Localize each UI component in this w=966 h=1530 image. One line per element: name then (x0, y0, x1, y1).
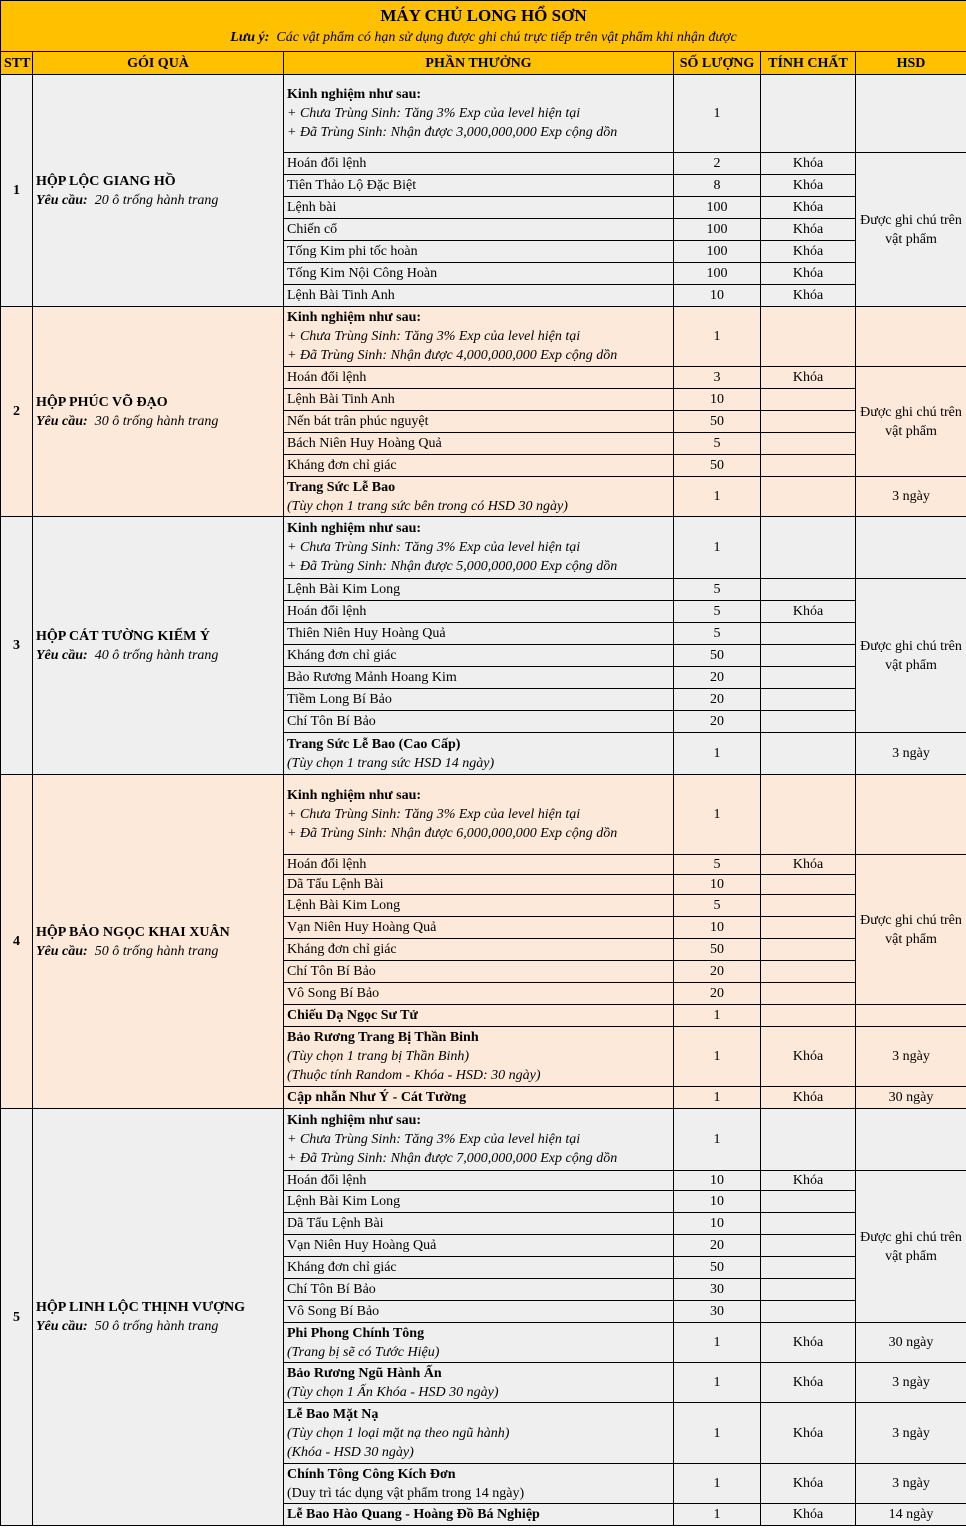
property-cell (761, 983, 856, 1005)
quantity-cell: 5 (674, 601, 761, 623)
property-cell: Khóa (761, 1087, 856, 1109)
quantity-cell: 1 (674, 1005, 761, 1027)
reward-cell (284, 689, 674, 711)
quantity-cell: 1 (674, 517, 761, 579)
reward-line: (Tùy chọn 1 trang sức bên trong có HSD 30 ngày) (287, 498, 568, 514)
requirement-text: 50 ô trống hành trang (94, 1319, 219, 1334)
reward-line: Hoán đổi lệnh (287, 604, 367, 619)
quantity-cell: 1 (674, 75, 761, 153)
reward-cell (284, 1213, 674, 1235)
reward-cell (284, 1191, 674, 1213)
quantity-cell: 3 (674, 367, 761, 389)
reward-cell (284, 961, 674, 983)
reward-cell (284, 1301, 674, 1323)
quantity-cell: 50 (674, 1257, 761, 1279)
header-reward: PHẦN THƯỞNG (284, 52, 674, 75)
property-cell: Khóa (761, 367, 856, 389)
reward-line: Vạn Niên Huy Hoàng Quả (287, 1238, 437, 1253)
reward-line: Chiếu Dạ Ngọc Sư Tử (287, 1008, 418, 1023)
quantity-cell: 1 (674, 477, 761, 517)
quantity-cell: 1 (674, 1363, 761, 1403)
quantity-cell: 1 (674, 1027, 761, 1087)
reward-line: Chính Tông Công Kích Đơn (287, 1466, 456, 1482)
expiry-cell: Được ghi chú trên vật phẩm (856, 855, 966, 1005)
quantity-cell: 5 (674, 579, 761, 601)
reward-line: Kinh nghiệm như sau: (287, 1113, 422, 1128)
quantity-cell: 100 (674, 263, 761, 285)
reward-cell (284, 197, 674, 219)
header-expiry: HSD (856, 52, 966, 75)
reward-line: Tiềm Long Bí Bảo (287, 692, 392, 707)
pack-requirement (36, 191, 280, 210)
reward-line: Kinh nghiệm như sau: (287, 521, 422, 536)
reward-line: + Chưa Trùng Sinh: Tăng 3% Exp của level hiện tại (287, 540, 581, 555)
quantity-cell: 20 (674, 961, 761, 983)
reward-line: (Tùy chọn 1 trang sức HSD 14 ngày) (287, 755, 495, 771)
expiry-cell: Được ghi chú trên vật phẩm (856, 153, 966, 307)
expiry-cell (856, 517, 966, 579)
expiry-cell: 3 ngày (856, 477, 966, 517)
reward-cell (284, 645, 674, 667)
reward-cell (284, 1005, 674, 1027)
reward-line: (Tùy chọn 1 trang bị Thần Binh) (287, 1049, 469, 1064)
reward-line: Lệnh Bài Kim Long (287, 582, 401, 597)
pack-requirement (36, 942, 280, 961)
reward-cell (284, 601, 674, 623)
note-text: Các vật phẩm có hạn sử dụng được ghi chú trực tiếp trên vật phẩm khi nhận được (276, 30, 737, 45)
reward-cell (284, 455, 674, 477)
quantity-cell: 1 (674, 1464, 761, 1504)
table-body (1, 75, 966, 1526)
property-cell: Khóa (761, 601, 856, 623)
reward-cell (284, 895, 674, 917)
property-cell (761, 1257, 856, 1279)
reward-line: Bảo Rương Mảnh Hoang Kim (287, 670, 457, 685)
expiry-cell: 3 ngày (856, 733, 966, 775)
reward-line: (Tùy chọn 1 Ấn Khóa - HSD 30 ngày) (287, 1384, 499, 1400)
pack-name: HỘP LINH LỘC THỊNH VƯỢNG (36, 1300, 245, 1315)
reward-line: Kháng đơn chỉ giác (287, 1260, 397, 1275)
reward-line: Kinh nghiệm như sau: (287, 87, 422, 102)
property-cell (761, 1109, 856, 1171)
reward-line: + Đã Trùng Sinh: Nhận được 4,000,000,000 Exp cộng dồn (287, 348, 618, 363)
page-title: MÁY CHỦ LONG HỔ SƠN (380, 6, 587, 25)
header-stt: STT (1, 52, 33, 75)
quantity-cell: 10 (674, 1171, 761, 1191)
quantity-cell: 1 (674, 1323, 761, 1363)
reward-line: Kháng đơn chỉ giác (287, 458, 397, 473)
property-cell (761, 1235, 856, 1257)
expiry-cell: 3 ngày (856, 1027, 966, 1087)
pack-stt: 1 (1, 75, 33, 307)
quantity-cell: 10 (674, 1191, 761, 1213)
property-cell: Khóa (761, 197, 856, 219)
quantity-cell: 10 (674, 285, 761, 307)
reward-cell (284, 711, 674, 733)
property-cell (761, 775, 856, 855)
property-cell: Khóa (761, 1323, 856, 1363)
reward-cell (284, 517, 674, 579)
pack-requirement (36, 412, 280, 431)
reward-line: + Chưa Trùng Sinh: Tăng 3% Exp của level hiện tại (287, 106, 581, 121)
quantity-cell: 1 (674, 733, 761, 775)
reward-row (1, 1109, 966, 1171)
reward-row (1, 307, 966, 367)
reward-cell (284, 175, 674, 197)
pack-cell (33, 75, 284, 307)
note-line (1, 28, 966, 48)
pack-name: HỘP LỘC GIANG HỒ (36, 173, 176, 189)
quantity-cell: 1 (674, 1504, 761, 1526)
reward-line: Dã Tẩu Lệnh Bài (287, 1216, 384, 1231)
reward-line: Hoán đổi lệnh (287, 370, 367, 385)
expiry-cell (856, 1109, 966, 1171)
property-cell (761, 917, 856, 939)
property-cell: Khóa (761, 175, 856, 197)
quantity-cell: 1 (674, 1109, 761, 1171)
quantity-cell: 30 (674, 1279, 761, 1301)
quantity-cell: 8 (674, 175, 761, 197)
reward-cell (284, 855, 674, 875)
property-cell (761, 433, 856, 455)
expiry-cell (856, 775, 966, 855)
reward-line: Lệnh Bài Kim Long (287, 1194, 401, 1209)
reward-cell (284, 1087, 674, 1109)
reward-line: Hoán đổi lệnh (287, 857, 367, 872)
property-cell: Khóa (761, 285, 856, 307)
expiry-cell (856, 307, 966, 367)
expiry-cell: 14 ngày (856, 1504, 966, 1526)
reward-cell (284, 263, 674, 285)
reward-line: Lệnh Bài Tinh Anh (287, 392, 395, 407)
reward-line: (Tùy chọn 1 loại mặt nạ theo ngũ hành) (287, 1425, 510, 1441)
pack-cell (33, 775, 284, 1109)
header-row (1, 52, 966, 75)
reward-cell (284, 1235, 674, 1257)
reward-line: Vô Song Bí Bảo (287, 1304, 380, 1319)
quantity-cell: 5 (674, 623, 761, 645)
quantity-cell: 100 (674, 197, 761, 219)
quantity-cell: 5 (674, 895, 761, 917)
reward-line: + Chưa Trùng Sinh: Tăng 3% Exp của level hiện tại (287, 807, 581, 822)
property-cell: Khóa (761, 1464, 856, 1504)
quantity-cell: 20 (674, 983, 761, 1005)
reward-cell (284, 219, 674, 241)
reward-cell (284, 917, 674, 939)
reward-cell (284, 733, 674, 775)
reward-line: Kinh nghiệm như sau: (287, 310, 422, 325)
reward-line: + Đã Trùng Sinh: Nhận được 3,000,000,000 Exp cộng dồn (287, 125, 618, 140)
quantity-cell: 10 (674, 875, 761, 895)
property-cell: Khóa (761, 855, 856, 875)
reward-line: (Khóa - HSD 30 ngày) (287, 1444, 414, 1460)
property-cell (761, 645, 856, 667)
reward-cell (284, 1504, 674, 1526)
reward-line: + Đã Trùng Sinh: Nhận được 7,000,000,000 Exp cộng dồn (287, 1151, 618, 1166)
expiry-cell: 3 ngày (856, 1403, 966, 1464)
reward-line: Thiên Niên Huy Hoàng Quả (287, 626, 446, 641)
reward-line: Kinh nghiệm như sau: (287, 788, 422, 803)
reward-line: Dã Tẩu Lệnh Bài (287, 877, 384, 892)
reward-cell (284, 1171, 674, 1191)
reward-cell (284, 775, 674, 855)
property-cell (761, 389, 856, 411)
reward-line: Vạn Niên Huy Hoàng Quả (287, 920, 437, 935)
quantity-cell: 1 (674, 775, 761, 855)
reward-line: + Chưa Trùng Sinh: Tăng 3% Exp của level hiện tại (287, 329, 581, 344)
quantity-cell: 20 (674, 667, 761, 689)
reward-line: Tống Kim phi tốc hoàn (287, 244, 418, 259)
reward-line: Hoán đổi lệnh (287, 1173, 367, 1188)
quantity-cell: 50 (674, 939, 761, 961)
quantity-cell: 50 (674, 455, 761, 477)
reward-cell (284, 1323, 674, 1363)
reward-cell (284, 433, 674, 455)
property-cell (761, 733, 856, 775)
reward-row (1, 75, 966, 153)
reward-cell (284, 579, 674, 601)
pack-name: HỘP PHÚC VÕ ĐẠO (36, 394, 168, 410)
title-banner (1, 1, 966, 52)
note-label: Lưu ý: (230, 30, 270, 45)
pack-name: HỘP BẢO NGỌC KHAI XUÂN (36, 924, 230, 940)
quantity-cell: 30 (674, 1301, 761, 1323)
property-cell (761, 517, 856, 579)
property-cell (761, 1191, 856, 1213)
requirement-label: Yêu cầu: (36, 647, 88, 663)
expiry-cell: 3 ngày (856, 1363, 966, 1403)
requirement-text: 40 ô trống hành trang (94, 647, 219, 663)
quantity-cell: 2 (674, 153, 761, 175)
property-cell (761, 411, 856, 433)
quantity-cell: 5 (674, 433, 761, 455)
reward-line: (Duy trì tác dụng vật phẩm trong 14 ngày) (287, 1485, 525, 1501)
quantity-cell: 10 (674, 1213, 761, 1235)
property-cell (761, 579, 856, 601)
property-cell: Khóa (761, 1027, 856, 1087)
reward-line: + Chưa Trùng Sinh: Tăng 3% Exp của level hiện tại (287, 1132, 581, 1147)
reward-line: Lệnh Bài Tinh Anh (287, 288, 395, 303)
reward-cell (284, 1027, 674, 1087)
expiry-cell: 3 ngày (856, 1464, 966, 1504)
expiry-cell: Được ghi chú trên vật phẩm (856, 579, 966, 733)
property-cell: Khóa (761, 1171, 856, 1191)
property-cell (761, 667, 856, 689)
property-cell: Khóa (761, 1504, 856, 1526)
reward-cell (284, 285, 674, 307)
property-cell (761, 1213, 856, 1235)
property-cell (761, 1005, 856, 1027)
reward-cell (284, 411, 674, 433)
reward-cell (284, 389, 674, 411)
property-cell (761, 477, 856, 517)
property-cell: Khóa (761, 241, 856, 263)
header-quantity: SỐ LƯỢNG (674, 52, 761, 75)
property-cell (761, 307, 856, 367)
property-cell (761, 961, 856, 983)
reward-cell (284, 153, 674, 175)
reward-line: Lễ Bao Mặt Nạ (287, 1406, 379, 1422)
requirement-text: 20 ô trống hành trang (94, 192, 219, 208)
reward-cell (284, 1403, 674, 1464)
quantity-cell: 10 (674, 917, 761, 939)
expiry-cell: 30 ngày (856, 1087, 966, 1109)
reward-cell (284, 1279, 674, 1301)
reward-line: Tiên Thảo Lộ Đặc Biệt (287, 178, 417, 193)
reward-cell (284, 1363, 674, 1403)
reward-line: Chiến cổ (287, 222, 338, 237)
reward-line: Phi Phong Chính Tông (287, 1325, 425, 1341)
quantity-cell: 10 (674, 389, 761, 411)
reward-line: Hoán đổi lệnh (287, 156, 367, 171)
expiry-cell: Được ghi chú trên vật phẩm (856, 1171, 966, 1323)
header-property: TÍNH CHẤT (761, 52, 856, 75)
pack-requirement (36, 1317, 280, 1336)
reward-line: + Đã Trùng Sinh: Nhận được 6,000,000,000 Exp cộng dồn (287, 826, 618, 841)
property-cell (761, 455, 856, 477)
reward-row (1, 775, 966, 855)
property-cell (761, 623, 856, 645)
reward-line: Kháng đơn chỉ giác (287, 942, 397, 957)
reward-cell (284, 875, 674, 895)
reward-line: Lễ Bao Hào Quang - Hoàng Đồ Bá Nghiệp (287, 1507, 540, 1522)
quantity-cell: 1 (674, 1403, 761, 1464)
reward-cell (284, 307, 674, 367)
quantity-cell: 100 (674, 241, 761, 263)
pack-stt: 5 (1, 1109, 33, 1526)
reward-line: Trang Sức Lễ Bao (287, 479, 396, 495)
property-cell (761, 1279, 856, 1301)
pack-stt: 3 (1, 517, 33, 775)
reward-line: Cập nhẫn Như Ý - Cát Tường (287, 1090, 467, 1105)
property-cell: Khóa (761, 219, 856, 241)
reward-line: Nến bát trân phúc nguyệt (287, 414, 429, 429)
reward-cell (284, 367, 674, 389)
quantity-cell: 1 (674, 307, 761, 367)
property-cell (761, 75, 856, 153)
property-cell: Khóa (761, 263, 856, 285)
reward-row (1, 517, 966, 579)
reward-cell (284, 1109, 674, 1171)
pack-stt: 4 (1, 775, 33, 1109)
pack-cell (33, 1109, 284, 1526)
reward-line: Lệnh Bài Kim Long (287, 898, 401, 913)
property-cell: Khóa (761, 1403, 856, 1464)
requirement-text: 30 ô trống hành trang (94, 413, 219, 429)
reward-cell (284, 939, 674, 961)
reward-cell (284, 623, 674, 645)
pack-name: HỘP CÁT TƯỜNG KIẾM Ý (36, 628, 210, 644)
quantity-cell: 100 (674, 219, 761, 241)
requirement-label: Yêu cầu: (36, 1319, 88, 1334)
requirement-label: Yêu cầu: (36, 192, 88, 208)
quantity-cell: 1 (674, 1087, 761, 1109)
reward-cell (284, 1257, 674, 1279)
reward-cell (284, 75, 674, 153)
pack-cell (33, 307, 284, 517)
reward-line: Bảo Rương Ngũ Hành Ấn (287, 1365, 442, 1381)
property-cell (761, 1301, 856, 1323)
reward-line: Lệnh bài (287, 200, 337, 215)
quantity-cell: 20 (674, 1235, 761, 1257)
reward-cell (284, 1464, 674, 1504)
reward-line: Kháng đơn chỉ giác (287, 648, 397, 663)
pack-requirement (36, 646, 280, 665)
requirement-label: Yêu cầu: (36, 413, 88, 429)
reward-line: (Thuộc tính Random - Khóa - HSD: 30 ngày) (287, 1068, 541, 1083)
property-cell: Khóa (761, 153, 856, 175)
property-cell (761, 711, 856, 733)
reward-line: Bảo Rương Trang Bị Thần Binh (287, 1030, 479, 1045)
requirement-label: Yêu cầu: (36, 943, 88, 959)
quantity-cell: 20 (674, 711, 761, 733)
property-cell (761, 875, 856, 895)
reward-line: Vô Song Bí Bảo (287, 986, 380, 1001)
quantity-cell: 5 (674, 855, 761, 875)
property-cell (761, 895, 856, 917)
reward-line: Chí Tôn Bí Bảo (287, 714, 376, 729)
reward-line: Trang Sức Lễ Bao (Cao Cấp) (287, 736, 461, 752)
reward-line: Chí Tôn Bí Bảo (287, 1282, 376, 1297)
expiry-cell (856, 75, 966, 153)
reward-line: + Đã Trùng Sinh: Nhận được 5,000,000,000 Exp cộng dồn (287, 559, 618, 574)
header-pack: GÓI QUÀ (33, 52, 284, 75)
reward-cell (284, 667, 674, 689)
reward-line: Bách Niên Huy Hoàng Quả (287, 436, 442, 451)
reward-line: (Trang bị sẽ có Tước Hiệu) (287, 1344, 440, 1360)
expiry-cell: 30 ngày (856, 1323, 966, 1363)
property-cell (761, 939, 856, 961)
reward-cell (284, 477, 674, 517)
property-cell: Khóa (761, 1363, 856, 1403)
reward-line: Tống Kim Nội Công Hoàn (287, 266, 438, 281)
quantity-cell: 50 (674, 645, 761, 667)
expiry-cell: Được ghi chú trên vật phẩm (856, 367, 966, 477)
pack-cell (33, 517, 284, 775)
reward-line: Chí Tôn Bí Bảo (287, 964, 376, 979)
expiry-cell (856, 1005, 966, 1027)
reward-cell (284, 983, 674, 1005)
reward-cell (284, 241, 674, 263)
property-cell (761, 689, 856, 711)
quantity-cell: 50 (674, 411, 761, 433)
quantity-cell: 20 (674, 689, 761, 711)
requirement-text: 50 ô trống hành trang (94, 943, 219, 959)
pack-stt: 2 (1, 307, 33, 517)
